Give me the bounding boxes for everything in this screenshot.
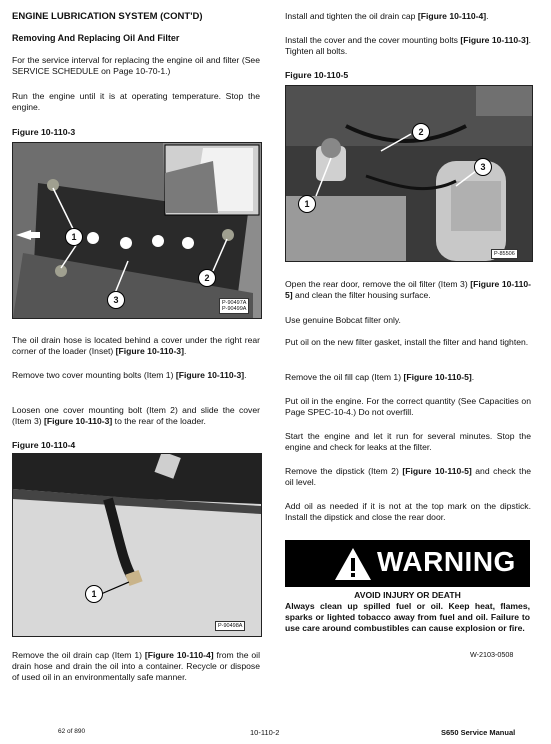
paragraph-remove-dipstick <box>285 466 531 488</box>
text: . <box>486 11 489 21</box>
figure-label-10-110-5: Figure 10-110-5 <box>285 70 349 80</box>
warning-code: W-2103-0508 <box>470 650 514 659</box>
callout-2: 2 <box>198 269 216 287</box>
figure-ref: [Figure 10-110-5] <box>403 372 472 382</box>
text: and check the oil level. <box>285 466 532 487</box>
warning-body: Always clean up spilled fuel or oil. Keep heat, flames, sparks or lighted tobacco away from fuel and oil. Failure to use care around combustibles can cause explosion or fire. <box>285 601 530 633</box>
text: from the oil drain hose and drain the oil into a container. Recycle or dispose of used oil in an environmentally safe manner. <box>12 650 260 682</box>
paragraph-loosen-bolt <box>12 405 260 427</box>
text: Remove two cover mounting bolts (Item 1) <box>12 370 176 380</box>
page-count: 62 of 890 <box>58 728 86 735</box>
callout-2: 2 <box>412 123 430 141</box>
callout-1: 1 <box>85 585 103 603</box>
figure-ref: [Figure 10-110-3] <box>460 35 529 45</box>
text: Remove the oil fill cap (Item 1) <box>285 372 404 382</box>
text: The oil drain hose is located behind a cover under the right rear corner of the loader (Inset) <box>12 335 260 356</box>
photo-code: P-90499A <box>222 306 247 312</box>
paragraph-put-oil: Put oil in the engine. For the correct quantity (See Capacities on Page SPEC-10-4.) Do not overfill. <box>285 396 531 417</box>
paragraph-add-oil: Add oil as needed if it is not at the top mark on the dipstick. Install the dipstick and close the rear door. <box>285 501 531 522</box>
figure-label-10-110-3: Figure 10-110-3 <box>12 127 76 137</box>
paragraph-install-cover <box>285 35 531 57</box>
figure-10-110-5-photo <box>286 86 532 261</box>
text: and clean the filter housing surface. <box>292 290 431 300</box>
text: Install the cover and the cover mounting bolts <box>285 35 461 45</box>
paragraph-remove-bolts <box>12 370 260 381</box>
text: Remove the oil drain cap (Item 1) <box>12 650 145 660</box>
figure-10-110-5 <box>285 85 533 262</box>
subheading: Removing And Replacing Oil And Filter <box>12 33 180 43</box>
text: . <box>471 372 475 382</box>
paragraph-remove-drain-cap <box>12 650 260 683</box>
figure-ref: [Figure 10-110-3] <box>44 416 113 426</box>
text: Remove the dipstick (Item 2) <box>285 466 403 476</box>
figure-10-110-4-photo <box>13 454 261 636</box>
figure-ref: [Figure 10-110-3] <box>175 370 245 380</box>
figure-ref: [Figure 10-110-4] <box>144 650 214 660</box>
text: Install and tighten the oil drain cap <box>285 11 418 21</box>
figure-ref: [Figure 10-110-5] <box>402 466 472 476</box>
figure-ref: [Figure 10-110-4] <box>417 11 487 21</box>
paragraph-start-engine: Start the engine and let it run for several minutes. Stop the engine and check for leaks at the filter. <box>285 431 531 452</box>
figure-label-10-110-4: Figure 10-110-4 <box>12 440 76 450</box>
warning-banner <box>285 540 530 587</box>
paragraph-service-interval: For the service interval for replacing the engine oil and filter (See SERVICE SCHEDULE on Page 10-70-1.) <box>12 55 260 76</box>
figure-10-110-3 <box>12 142 262 319</box>
paragraph-install-cap <box>285 11 531 22</box>
section-title: ENGINE LUBRICATION SYSTEM (CONT'D) <box>12 11 203 22</box>
callout-1: 1 <box>65 228 83 246</box>
text: Loosen one cover mounting bolt (Item 2) and slide the cover (Item 3) <box>12 405 260 426</box>
text: . <box>244 370 247 380</box>
figure-10-110-3-photo <box>13 143 261 318</box>
text: to the rear of the loader. <box>112 416 206 426</box>
figure-ref: [Figure 10-110-5] <box>285 279 531 300</box>
warning-banner-text: WARNING <box>377 546 516 577</box>
manual-title: S650 Service Manual <box>441 728 516 737</box>
photo-code: P-85506 <box>491 249 518 259</box>
callout-3: 3 <box>474 158 492 176</box>
warning-triangle-icon <box>333 546 373 582</box>
text: Open the rear door, remove the oil filter (Item 3) <box>285 279 471 289</box>
callout-3: 3 <box>107 291 125 309</box>
figure-ref: [Figure 10-110-3] <box>115 346 184 356</box>
text: . Tighten all bolts. <box>285 35 532 56</box>
paragraph-genuine-filter: Use genuine Bobcat filter only. <box>285 315 401 325</box>
photo-code: P-90498A <box>215 621 245 631</box>
paragraph-drain-hose <box>12 335 260 357</box>
figure-10-110-4 <box>12 453 262 637</box>
photo-code-box <box>219 298 249 314</box>
paragraph-run-engine: Run the engine until it is at operating temperature. Stop the engine. <box>12 91 260 112</box>
page-number: 10-110-2 <box>250 728 280 737</box>
photo-code: P-90497A <box>222 300 247 306</box>
text: . <box>183 346 187 356</box>
paragraph-remove-filter <box>285 279 531 301</box>
paragraph-remove-fill-cap <box>285 372 531 383</box>
callout-1: 1 <box>298 195 316 213</box>
paragraph-new-filter: Put oil on the new filter gasket, install the filter and hand tighten. <box>285 337 529 347</box>
warning-title: AVOID INJURY OR DEATH <box>354 590 461 600</box>
